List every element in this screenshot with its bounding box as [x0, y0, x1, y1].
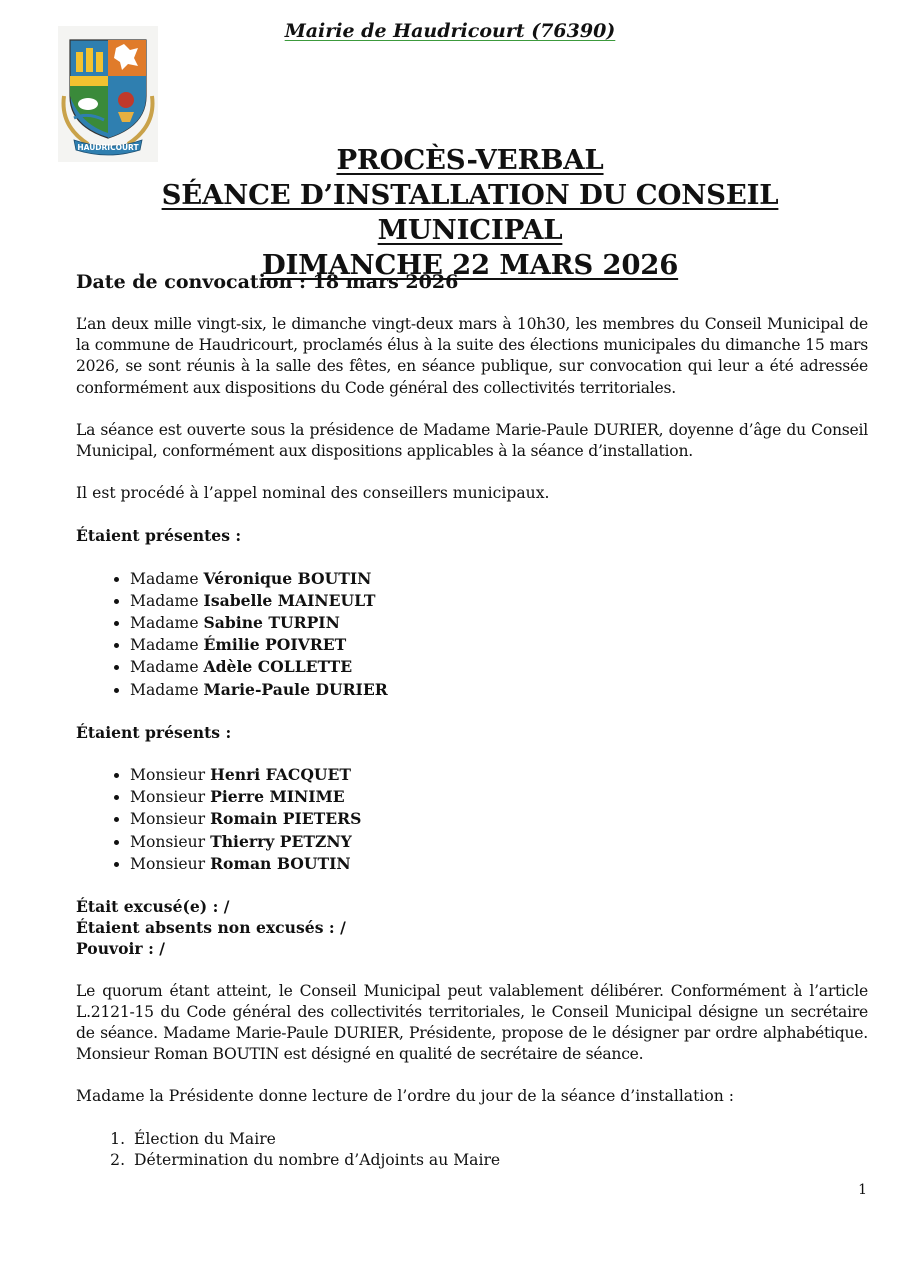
member-name: Isabelle MAINEULT: [203, 590, 376, 610]
list-item: • Monsieur Henri FACQUET: [130, 764, 868, 786]
list-item: 1. Élection du Maire: [130, 1129, 868, 1150]
excuse-line: Était excusé(e) : /: [76, 897, 230, 917]
member-name: Marie-Paule DURIER: [203, 679, 388, 699]
document-body: [76, 268, 868, 1192]
member-name: Véronique BOUTIN: [203, 568, 372, 588]
absences-block: [76, 896, 868, 960]
list-item: • Monsieur Romain PIETERS: [130, 808, 868, 830]
member-name: Roman BOUTIN: [210, 853, 351, 873]
list-item: • Madame Véronique BOUTIN: [130, 568, 868, 590]
presents-heading: Étaient présents :: [76, 722, 232, 742]
member-name: Émilie POIVRET: [203, 635, 347, 655]
paragraph-quorum: Le quorum étant atteint, le Conseil Municipal peut valablement délibérer. Conformément à l’article L.2121-15 du Code général des collectivités territoriales, le Conseil Municipal désigne un secrétaire de séance. Madame Marie-Paule DURIER, Présidente, propose de le désigner par ordre alphabétique. Monsieur Roman BOUTIN est désigné en qualité de secrétaire de séance.: [76, 981, 868, 1064]
list-item: • Monsieur Thierry PETZNY: [130, 831, 868, 853]
logo-label: HAUDRICOURT: [77, 143, 139, 152]
member-name: Adèle COLLETTE: [203, 657, 353, 677]
list-item: • Madame Isabelle MAINEULT: [130, 590, 868, 612]
member-name: Thierry PETZNY: [210, 831, 352, 851]
member-name: Sabine TURPIN: [203, 613, 340, 633]
presentes-heading: Étaient présentes :: [76, 526, 242, 546]
paragraph-appel: Il est procédé à l’appel nominal des conseillers municipaux.: [76, 484, 550, 503]
title-line-1: PROCÈS-VERBAL: [336, 144, 604, 176]
list-item: • Madame Marie-Paule DURIER: [130, 679, 868, 701]
mairie-name: Mairie de Haudricourt (76390): [284, 20, 616, 42]
paragraph-lecture: Madame la Présidente donne lecture de l’ordre du jour de la séance d’installation :: [76, 1087, 734, 1106]
paragraph-presidence: La séance est ouverte sous la présidence de Madame Marie-Paule DURIER, doyenne d’âge du Conseil Municipal, conformément aux dispositions applicables à la séance d’installation.: [76, 420, 868, 461]
member-name: Romain PIETERS: [210, 809, 362, 829]
list-item: • Madame Sabine TURPIN: [130, 612, 868, 634]
coat-of-arms-icon: [58, 26, 158, 162]
title-line-2: SÉANCE D’INSTALLATION DU CONSEIL MUNICIPAL: [161, 179, 779, 246]
page-number: 1: [858, 1182, 867, 1198]
title-line-3: DIMANCHE 22 MARS 2026: [261, 249, 679, 281]
list-item: • Madame Adèle COLLETTE: [130, 656, 868, 678]
list-item: • Madame Émilie POIVRET: [130, 634, 868, 656]
ordre-du-jour-list: [76, 1129, 868, 1171]
pouvoir-line: Pouvoir : /: [76, 939, 165, 959]
paragraph-intro: L’an deux mille vingt-six, le dimanche vingt-deux mars à 10h30, les membres du Conseil Municipal de la commune de Haudricourt, proclamés élus à la suite des élections municipales du dimanche 15 mars 2026, se sont réunis à la salle des fêtes, en séance publique, sur convocation qui leur a été adressée conformément aux dispositions du Code général des collectivités territoriales.: [76, 315, 868, 397]
member-name: Henri FACQUET: [210, 765, 351, 785]
absents-line: Étaient absents non excusés : /: [76, 918, 346, 938]
page-title: [70, 143, 870, 283]
presentes-list: [76, 568, 868, 701]
list-item: 2. Détermination du nombre d’Adjoints au Maire: [130, 1150, 868, 1171]
member-name: Pierre MINIME: [210, 787, 345, 807]
list-item: • Monsieur Roman BOUTIN: [130, 853, 868, 875]
convocation-date: Date de convocation : 18 mars 2026: [76, 271, 459, 293]
list-item: • Monsieur Pierre MINIME: [130, 786, 868, 808]
presents-list: [76, 764, 868, 875]
